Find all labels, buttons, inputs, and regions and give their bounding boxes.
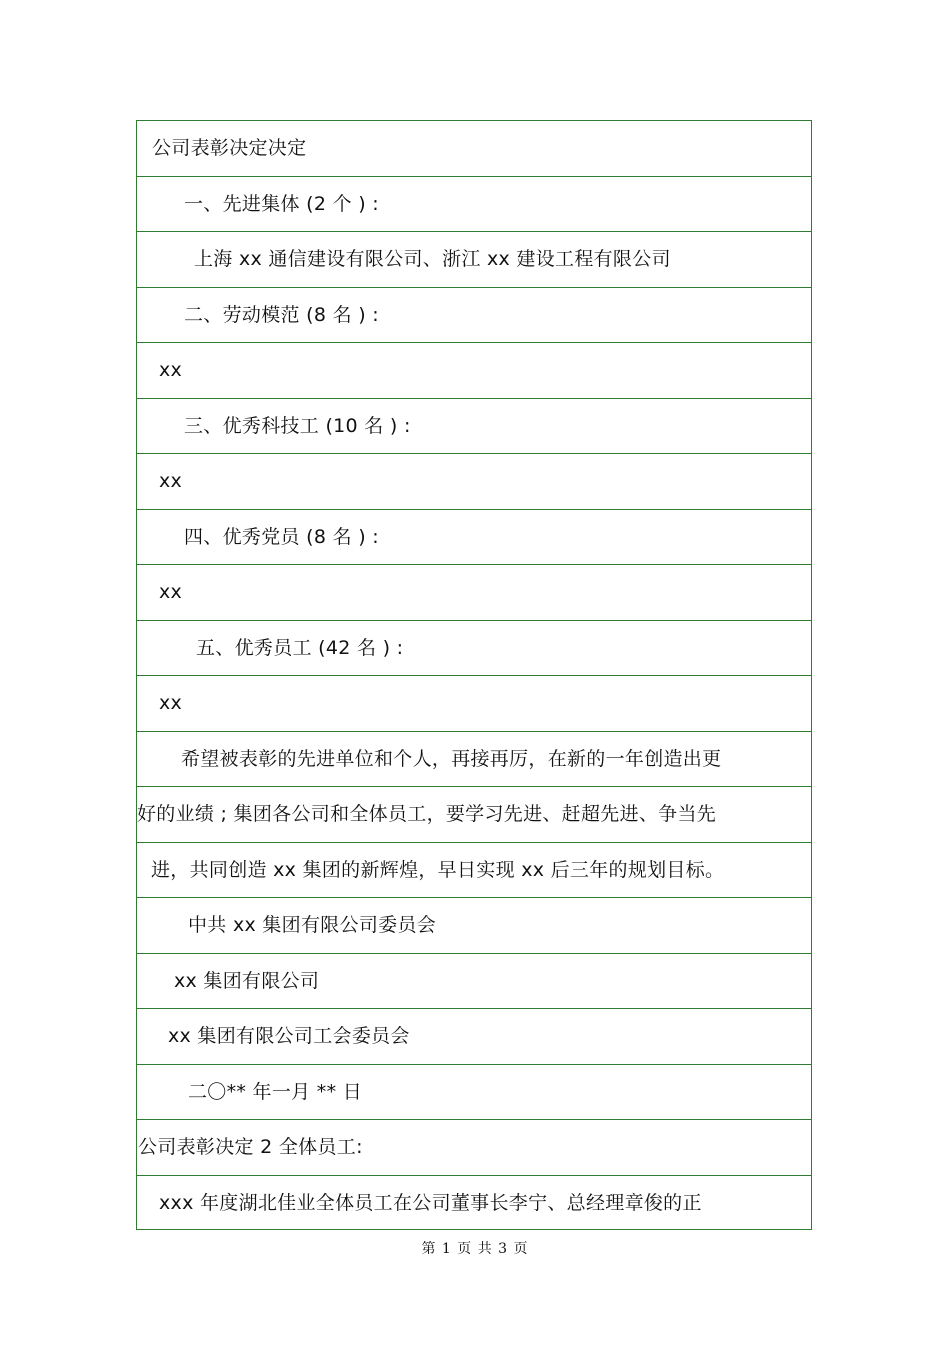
paragraph-line: 进，共同创造 xx 集团的新辉煌，早日实现 xx 后三年的规划目标。	[151, 858, 725, 881]
paragraph-line: xxx 年度湖北佳业全体员工在公司董事长李宁、总经理章俊的正	[159, 1192, 702, 1215]
row-section-4-content	[137, 565, 811, 621]
paragraph-line: 希望被表彰的先进单位和个人，再接再厉，在新的一年创造出更	[181, 747, 722, 770]
row-section-3-content	[137, 454, 811, 510]
row-signature-2	[137, 954, 811, 1010]
row-title	[137, 121, 811, 177]
row-section-5	[137, 621, 811, 677]
row-section-5-content	[137, 676, 811, 732]
section-heading: 三、优秀科技工 (10 名 ) :	[184, 414, 411, 437]
row-second-paragraph	[137, 1176, 811, 1232]
row-second-title	[137, 1120, 811, 1176]
section-content: 上海 xx 通信建设有限公司、浙江 xx 建设工程有限公司	[194, 248, 671, 271]
row-signature-1	[137, 898, 811, 954]
row-section-3	[137, 399, 811, 455]
second-document-title: 公司表彰决定 2 全体员工:	[138, 1136, 363, 1159]
row-section-2-content	[137, 343, 811, 399]
section-heading: 四、优秀党员 (8 名 ) :	[184, 525, 379, 548]
section-heading: 一、先进集体 (2 个 ) :	[184, 192, 379, 215]
row-paragraph-line-2	[137, 787, 811, 843]
signature-line: 中共 xx 集团有限公司委员会	[188, 914, 437, 937]
row-paragraph-line-3	[137, 843, 811, 899]
signature-line: xx 集团有限公司	[174, 969, 320, 992]
page-footer: 第 1 页 共 3 页	[421, 1241, 529, 1257]
row-section-4	[137, 510, 811, 566]
date-line: 二〇** 年一月 ** 日	[188, 1080, 363, 1103]
row-section-1-content	[137, 232, 811, 288]
row-date	[137, 1065, 811, 1121]
section-content: xx	[159, 581, 183, 604]
section-content: xx	[159, 470, 183, 493]
document-title: 公司表彰决定决定	[152, 137, 307, 160]
row-paragraph-line-1	[137, 732, 811, 788]
section-content: xx	[159, 692, 183, 715]
section-heading: 二、劳动模范 (8 名 ) :	[184, 303, 379, 326]
document-frame	[136, 120, 812, 1230]
signature-line: xx 集团有限公司工会委员会	[168, 1025, 410, 1048]
row-signature-3	[137, 1009, 811, 1065]
section-heading: 五、优秀员工 (42 名 ) :	[196, 636, 404, 659]
row-section-2	[137, 288, 811, 344]
row-section-1	[137, 177, 811, 233]
paragraph-line: 好的业绩 ; 集团各公司和全体员工，要学习先进、赶超先进、争当先	[137, 803, 717, 826]
section-content: xx	[159, 359, 183, 382]
